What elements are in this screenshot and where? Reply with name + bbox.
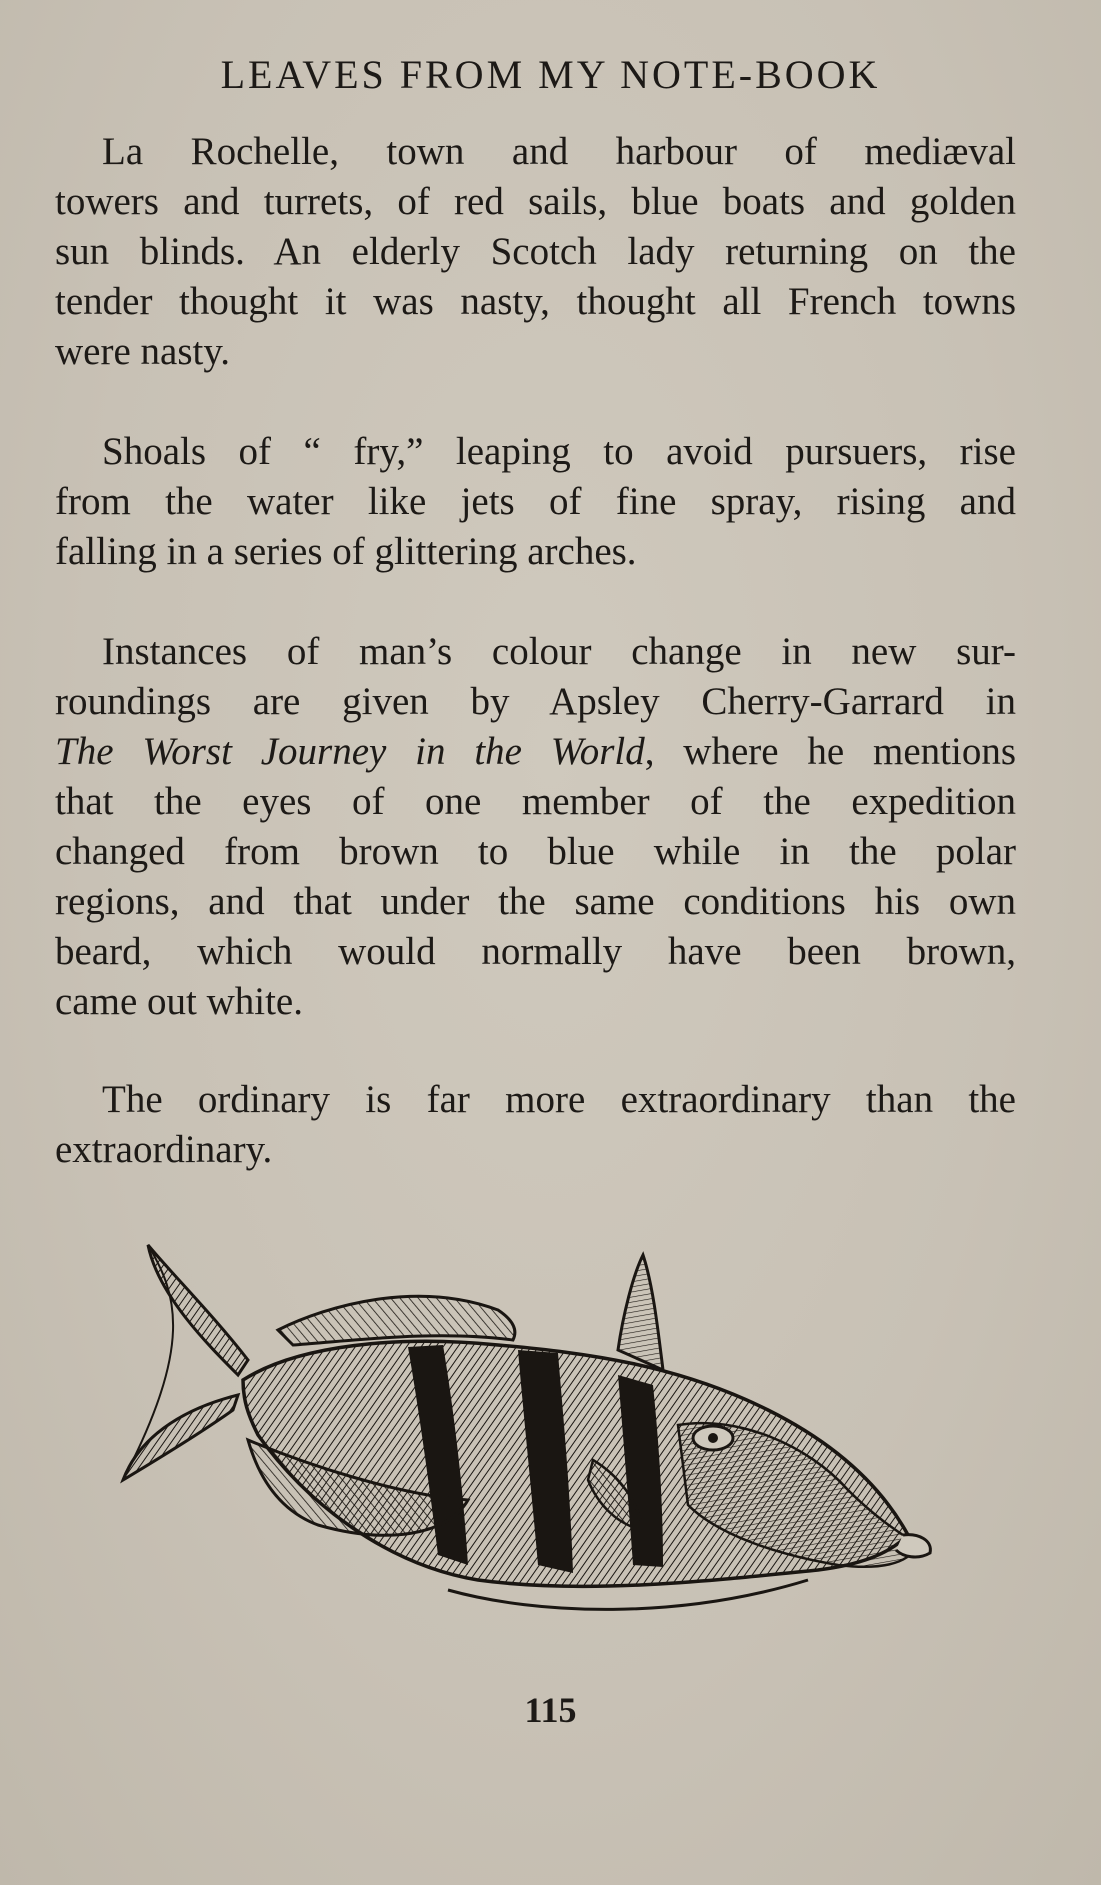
text-line: towers and turrets, of red sails, blue boats and golden [55, 180, 1016, 223]
text-line: sun blinds. An elderly Scotch lady returning on the [55, 230, 1016, 273]
text-line: Instances of man’s colour change in new sur- [102, 630, 1016, 673]
text-line: regions, and that under the same conditions his own [55, 880, 1016, 923]
paragraph-colour-change [55, 627, 1016, 1027]
text-line: changed from brown to blue while in the polar [55, 830, 1016, 873]
paragraph-ordinary [55, 1075, 1016, 1175]
book-title: The Worst Journey in the World [55, 730, 645, 773]
text-line: La Rochelle, town and harbour of mediæval [102, 130, 1016, 173]
paragraph-shoals-of-fry [55, 427, 1016, 577]
paragraph-la-rochelle [55, 127, 1016, 377]
text-line: beard, which would normally have been brown, [55, 930, 1016, 973]
text-fragment: , where he mentions [644, 730, 1016, 773]
text-line: tender thought it was nasty, thought all French towns [55, 280, 1016, 323]
page-number: 115 [524, 1690, 577, 1730]
text-line: The ordinary is far more extraordinary than the [102, 1078, 1016, 1121]
text-line-with-title [55, 727, 1016, 777]
triggerfish-engraving-icon [118, 1235, 968, 1665]
text-line: Shoals of “ fry,” leaping to avoid pursuers, rise [102, 430, 1016, 473]
text-line: falling in a series of glittering arches. [55, 530, 637, 573]
text-line: that the eyes of one member of the expedition [55, 780, 1016, 823]
running-head: LEAVES FROM MY NOTE-BOOK [220, 52, 881, 97]
text-line: were nasty. [55, 330, 231, 373]
text-line: extraordinary. [55, 1128, 273, 1171]
text-line: came out white. [55, 980, 303, 1023]
text-line: from the water like jets of fine spray, rising and [55, 480, 1016, 523]
text-line: roundings are given by Apsley Cherry-Garrard in [55, 680, 1016, 723]
